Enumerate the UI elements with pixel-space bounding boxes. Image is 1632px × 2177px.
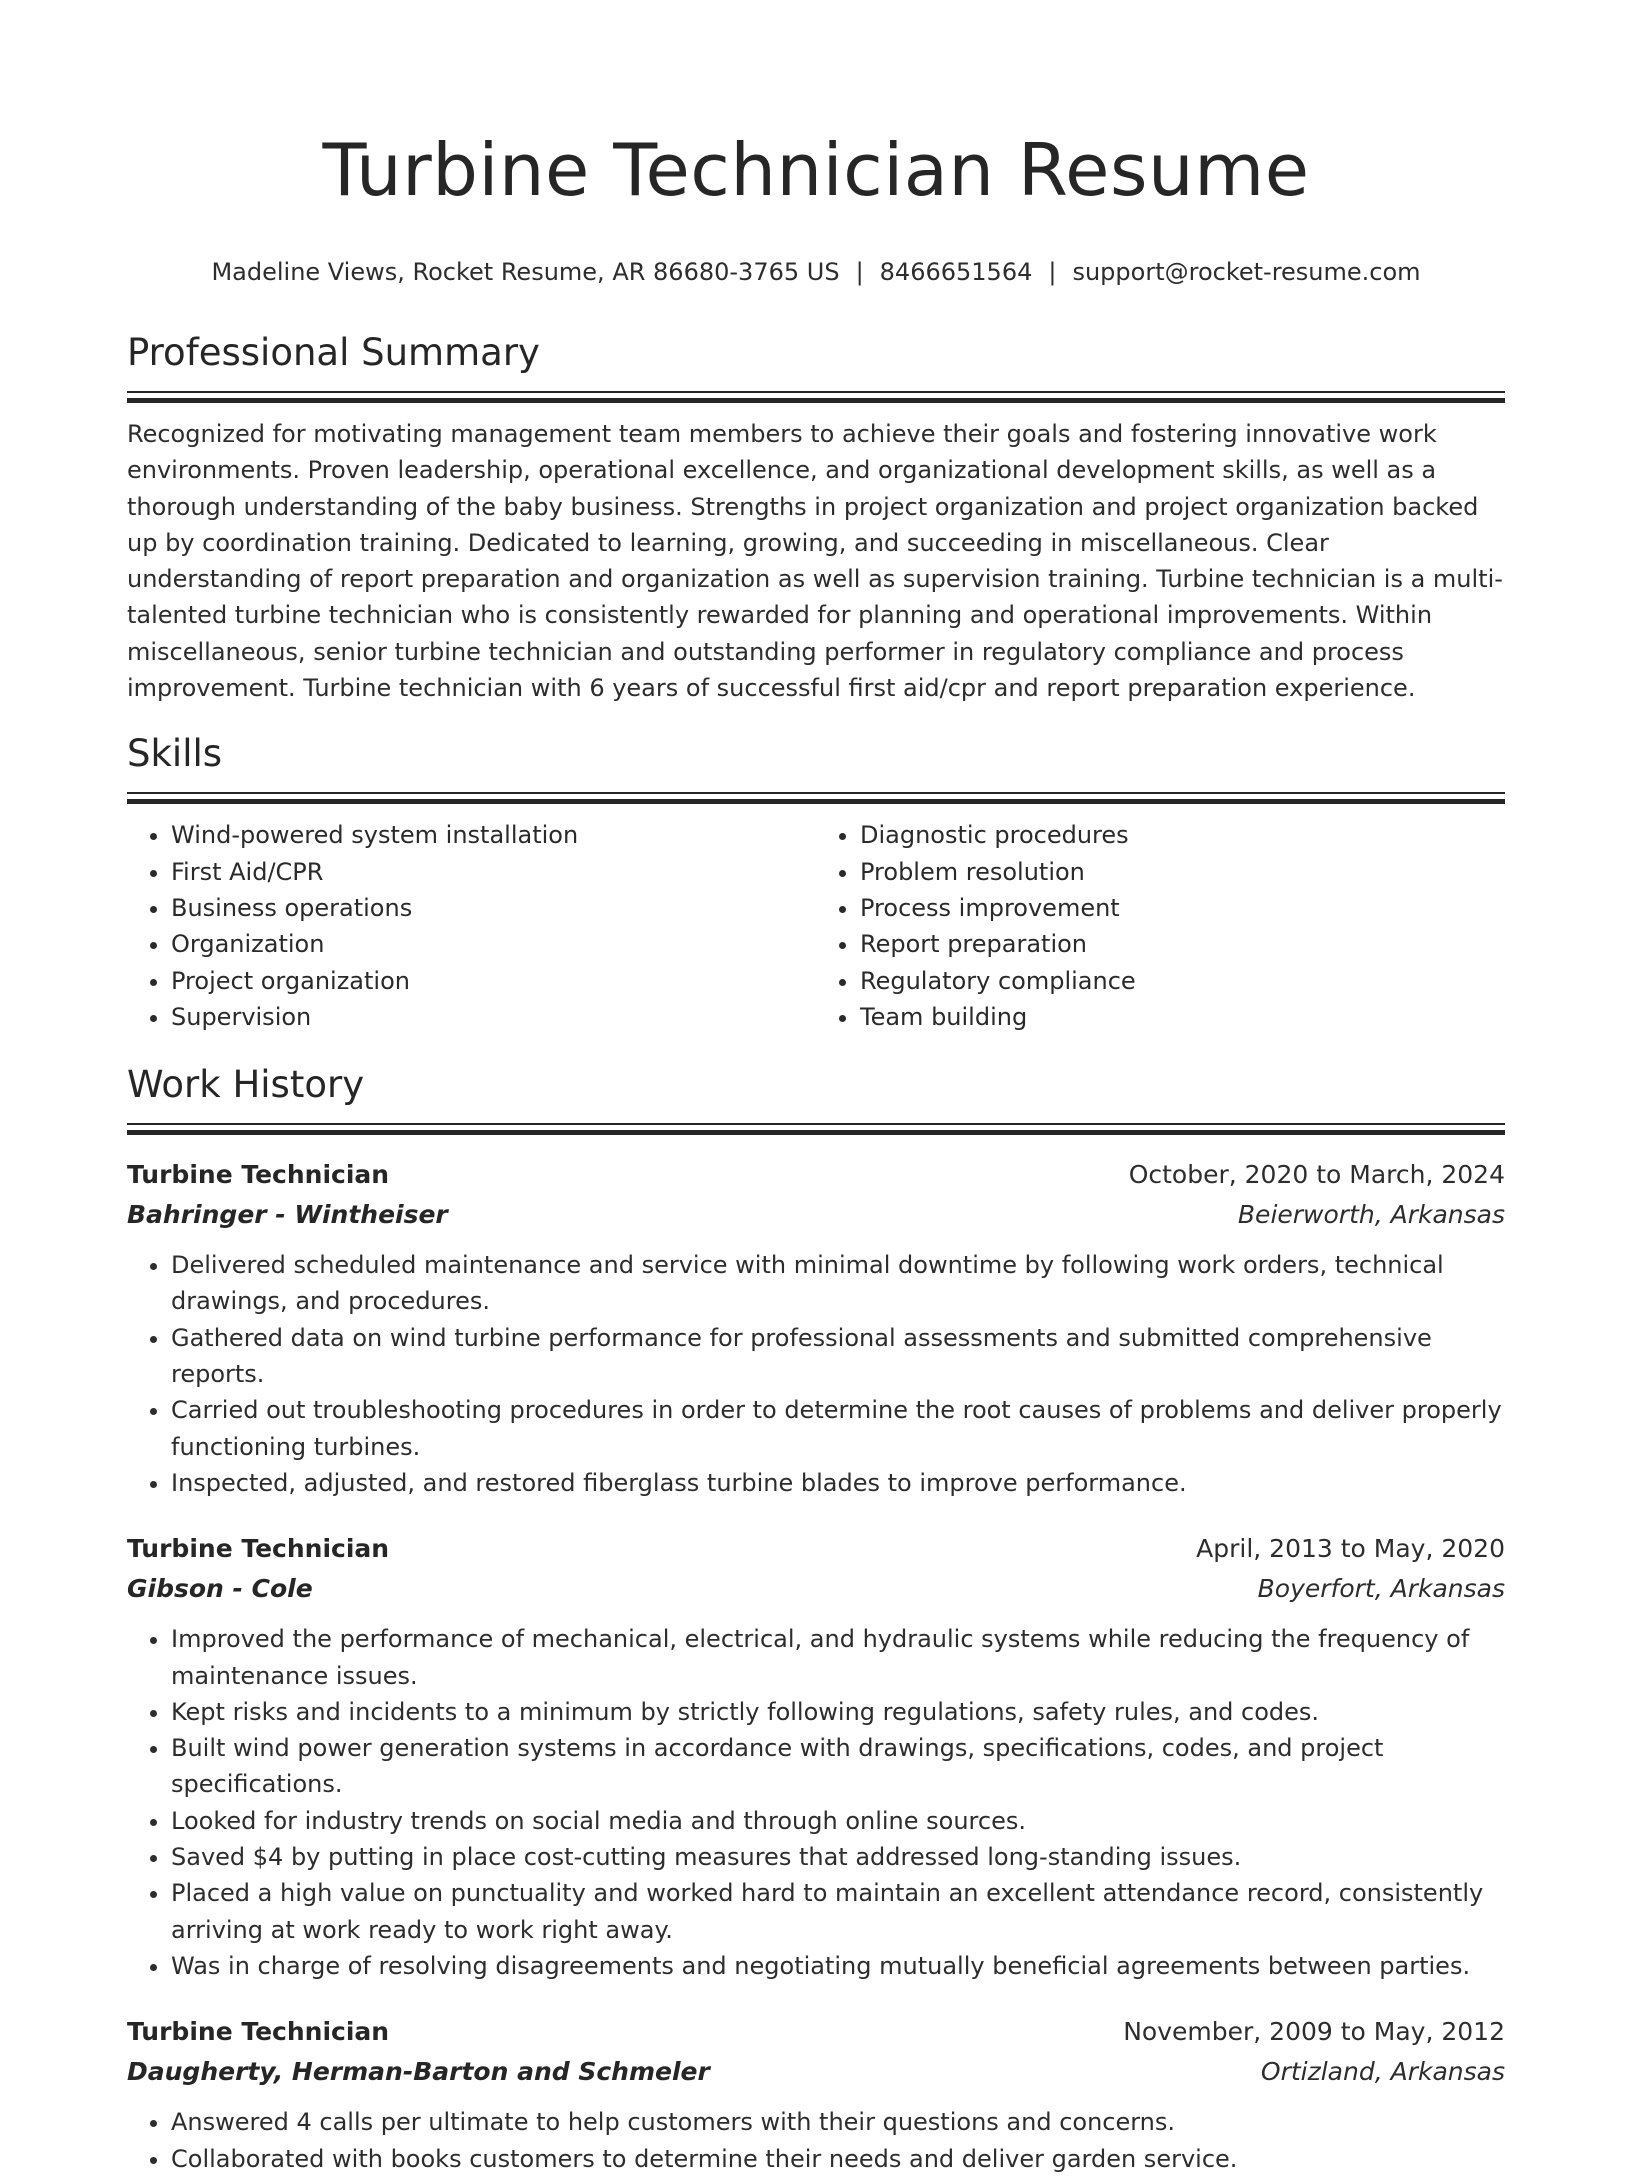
job-subheader [127,1195,1505,1235]
summary-text: Recognized for motivating management team members to achieve their goals and fostering innovative work environments. Proven leadership, operational excellence, and organizational development skills, as well as a thorough understanding of the baby business. Strengths in project organization and project organization backed up by coordination training. Dedicated to learning, growing, and succeeding in miscellaneous. Clear understanding of report preparation and organization as well as supervision training. Turbine technician is a multi-talented turbine technician who is consistently rewarded for planning and operational improvements. Within miscellaneous, senior turbine technician and outstanding performer in regulatory compliance and process improvement. Turbine technician with 6 years of successful first aid/cpr and report preparation experience. [127,420,1503,703]
skills-column-right [816,817,1505,1035]
skill-item: • Wind-powered system installation [171,817,816,853]
job-bullet: • Gathered data on wind turbine performance for professional assessments and submitted comprehensive reports. [171,1320,1505,1393]
work-history-section [127,1061,1505,2177]
contact-phone: 8466651564 [879,258,1033,286]
job-header [127,1529,1505,1569]
job-location: Ortizland, Arkansas [1260,2057,1505,2087]
job-entry [127,2012,1505,2177]
job-bullet: • Kept risks and incidents to a minimum by strictly following regulations, safety rules, and codes. [171,1694,1505,1730]
job-dates: October, 2020 to March, 2024 [1128,1160,1505,1190]
job-location: Boyerfort, Arkansas [1257,1574,1505,1604]
skill-item: • Project organization [171,963,816,999]
skill-item: • Business operations [171,890,816,926]
job-bullet: • Inspected, adjusted, and restored fiberglass turbine blades to improve performance. [171,1465,1505,1501]
job-header [127,2012,1505,2052]
job-bullets [127,2104,1505,2177]
job-subheader [127,1569,1505,1609]
job-bullet: • Delivered scheduled maintenance and service with minimal downtime by following work orders, technical drawings, and procedures. [171,1247,1505,1320]
job-company: Daugherty, Herman-Barton and Schmeler [127,2057,710,2087]
job-bullets [127,1247,1505,1501]
job-location: Beierworth, Arkansas [1237,1200,1505,1230]
section-heading: Work History [127,1063,365,1107]
job-company: Gibson - Cole [127,1574,313,1604]
professional-summary-section [127,329,1505,706]
section-heading: Skills [127,732,223,776]
skill-item: • First Aid/CPR [171,854,816,890]
contact-address: Madeline Views, Rocket Resume, AR 86680-3765 US [211,258,840,286]
section-divider [127,792,1505,804]
job-dates: November, 2009 to May, 2012 [1123,2017,1505,2047]
skills-column-left [127,817,816,1035]
contact-line [127,256,1505,288]
job-dates: April, 2013 to May, 2020 [1196,1534,1505,1564]
skill-item: • Regulatory compliance [860,963,1505,999]
job-entry [127,1529,1505,1984]
contact-email[interactable]: support@rocket-resume.com [1072,258,1421,286]
section-divider [127,391,1505,403]
job-bullet: • Improved the performance of mechanical, electrical, and hydraulic systems while reducing the frequency of maintenance issues. [171,1621,1505,1694]
skill-item: • Report preparation [860,926,1505,962]
job-bullet: • Was in charge of resolving disagreements and negotiating mutually beneficial agreements between parties. [171,1948,1505,1984]
section-divider [127,1123,1505,1135]
contact-separator: | [855,258,864,286]
job-bullet: • Carried out troubleshooting procedures in order to determine the root causes of problems and deliver properly functioning turbines. [171,1392,1505,1465]
job-subheader [127,2052,1505,2092]
job-company: Bahringer - Wintheiser [127,1200,448,1230]
job-header [127,1155,1505,1195]
job-title: Turbine Technician [127,2017,390,2047]
section-heading: Professional Summary [127,331,540,374]
resume-title: Turbine Technician Resume [322,128,1310,212]
skill-item: • Problem resolution [860,854,1505,890]
skill-item: • Process improvement [860,890,1505,926]
skills-grid [127,817,1505,1035]
skills-section [127,730,1505,1035]
contact-separator: | [1048,258,1057,286]
job-entry [127,1155,1505,1501]
job-bullets [127,1621,1505,1984]
job-bullet: • Answered 4 calls per ultimate to help customers with their questions and concerns. [171,2104,1505,2140]
job-bullet: • Placed a high value on punctuality and worked hard to maintain an excellent attendance record, consistently arriving at work ready to work right away. [171,1875,1505,1948]
job-bullet: • Collaborated with books customers to determine their needs and deliver garden service. [171,2141,1505,2177]
job-bullet: • Looked for industry trends on social media and through online sources. [171,1803,1505,1839]
job-bullet: • Saved $4 by putting in place cost-cutting measures that addressed long-standing issues. [171,1839,1505,1875]
job-title: Turbine Technician [127,1534,390,1564]
job-title: Turbine Technician [127,1160,390,1190]
skill-item: • Supervision [171,999,816,1035]
skill-item: • Organization [171,926,816,962]
skill-item: • Team building [860,999,1505,1035]
job-bullet: • Built wind power generation systems in accordance with drawings, specifications, codes, and project specifications. [171,1730,1505,1803]
skill-item: • Diagnostic procedures [860,817,1505,853]
